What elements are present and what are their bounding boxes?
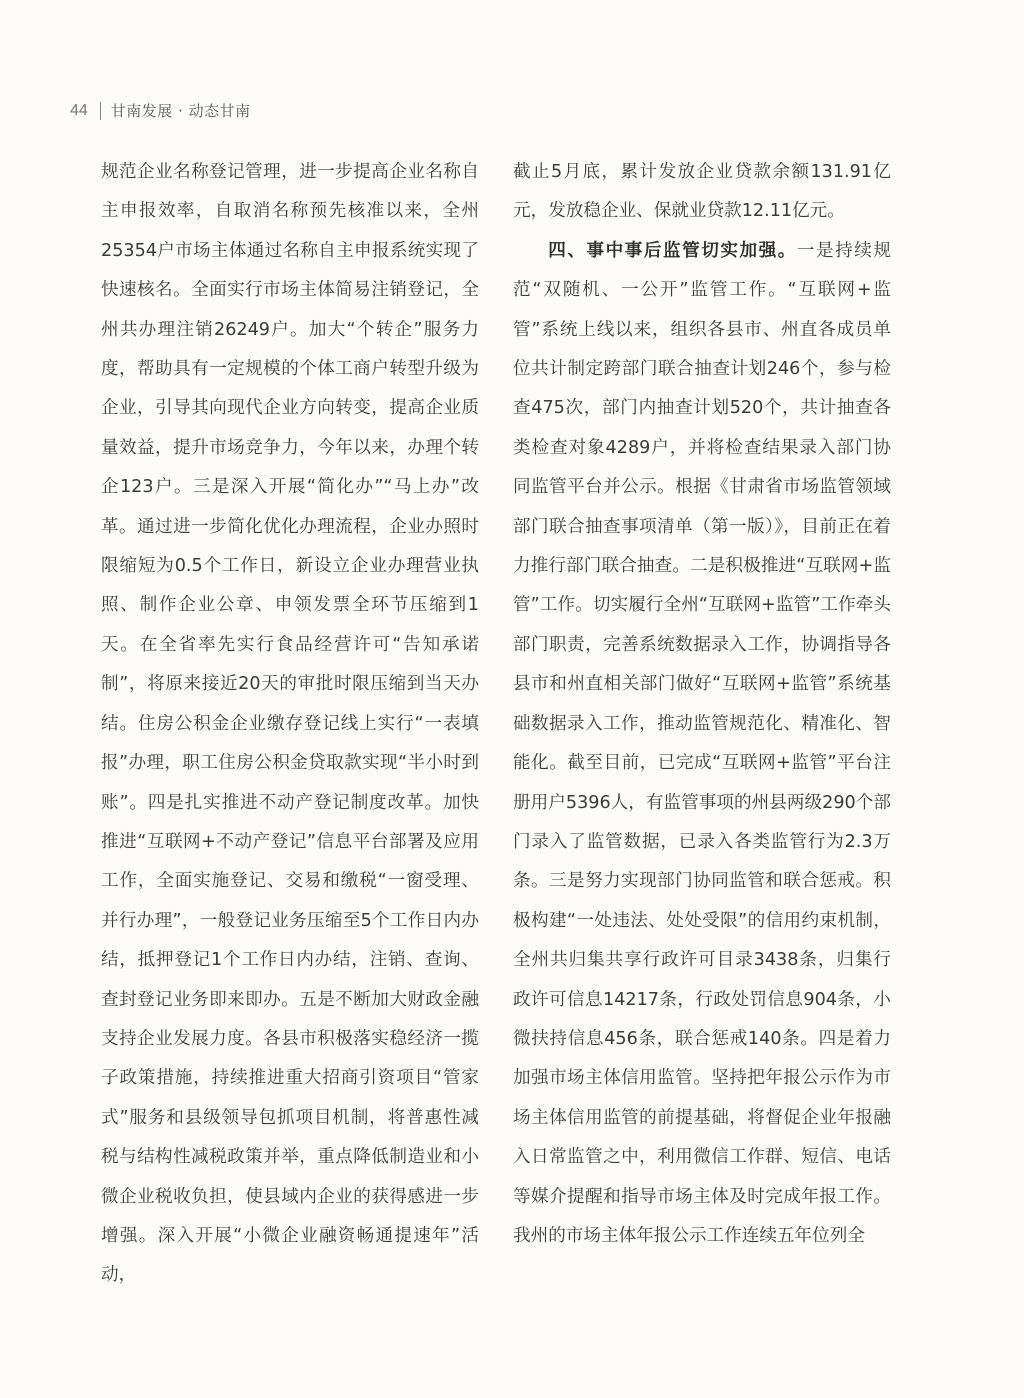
section-heading: 四、事中事后监管切实加强。 — [548, 240, 797, 261]
left-paragraph: 规范企业名称登记管理，进一步提高企业名称自主申报效率，自取消名称预先核准以来，全州25354户市场主体通过名称自主申报系统实现了快速核名。全面实行市场主体简易注销登记，全州共办理注销26249户。加大“个转企”服务力度，帮助具有一定规模的个体工商户转型升级为企业，引导其向现代企业方向转变，提高企业质量效益，提升市场竞争力，今年以来，办理个转企123户。三是深入开展“简化办”“马上办”改革。通过进一步简化优化办理流程，企业办照时限缩短为0.5个工作日，新设立企业办理营业执照、制作企业公章、申领发票全环节压缩到1天。在全省率先实行食品经营许可“告知承诺制”，将原来接近20天的审批时限压缩到当天办结。住房公积金企业缴存登记线上实行“一表填报”办理，职工住房公积金贷取款实现“半小时到账”。四是扎实推进不动产登记制度改革。加快推进“互联网+不动产登记”信息平台部署及应用工作，全面实施登记、交易和缴税“一窗受理、并行办理”，一般登记业务压缩至5个工作日内办结，抵押登记1个工作日内办结，注销、查询、查封登记业务即来即办。五是不断加大财政金融支持企业发展力度。各县市积极落实稳经济一揽子政策措施，持续推进重大招商引资项目“管家式”服务和县级领导包抓项目机制，将普惠性减税与结构性减税政策并举，重点降低制造业和小微企业税收负担，使县域内企业的获得感进一步增强。深入开展“小微企业融资畅通提速年”活动， — [101, 162, 479, 1286]
right-paragraph-2-body: 一是持续规范“双随机、一公开”监管工作。“互联网+监管”系统上线以来，组织各县市、州直各成员单位共计制定跨部门联合抽查计划246个，参与检查475次，部门内抽查计划520个，共计抽查各类检查对象4289户，并将检查结果录入部门协同监管平台并公示。根据《甘肃省市场监管领域部门联合抽查事项清单（第一版）》，目前正在着力推行部门联合抽查。二是积极推进“互联网+监管”工作。切实履行全州“互联网+监管”工作牵头部门职责，完善系统数据录入工作，协调指导各县市和州直相关部门做好“互联网+监管”系统基础数据录入工作，推动监管规范化、精准化、智能化。截至目前，已完成“互联网+监管”平台注册用户5396人，有监管事项的州县两级290个部门录入了监管数据，已录入各类监管行为2.3万条。三是努力实现部门协同监管和联合惩戒。积极构建“一处违法、处处受限”的信用约束机制，全州共归集共享行政许可目录3438条，归集行政许可信息14217条，行政处罚信息904条，小微扶持信息456条，联合惩戒140条。四是着力加强市场主体信用监管。坚持把年报公示作为市场主体信用监管的前提基础，将督促企业年报融入日常监管之中，利用微信工作群、短信、电话等媒介提醒和指导市场主体及时完成年报工作。我州的市场主体年报公示工作连续五年位列全 — [513, 240, 891, 1246]
page-number: 44 — [70, 101, 88, 119]
left-column — [101, 153, 479, 1296]
header-divider — [100, 102, 101, 120]
running-header — [70, 100, 251, 121]
right-paragraph-1: 截止5月底，累计发放企业贷款余额131.91亿元，发放稳企业、保就业贷款12.11亿元。 — [513, 162, 891, 222]
section-title: 甘南发展 · 动态甘南 — [110, 102, 251, 120]
right-paragraph-2 — [513, 232, 891, 1257]
right-column — [513, 153, 891, 1256]
